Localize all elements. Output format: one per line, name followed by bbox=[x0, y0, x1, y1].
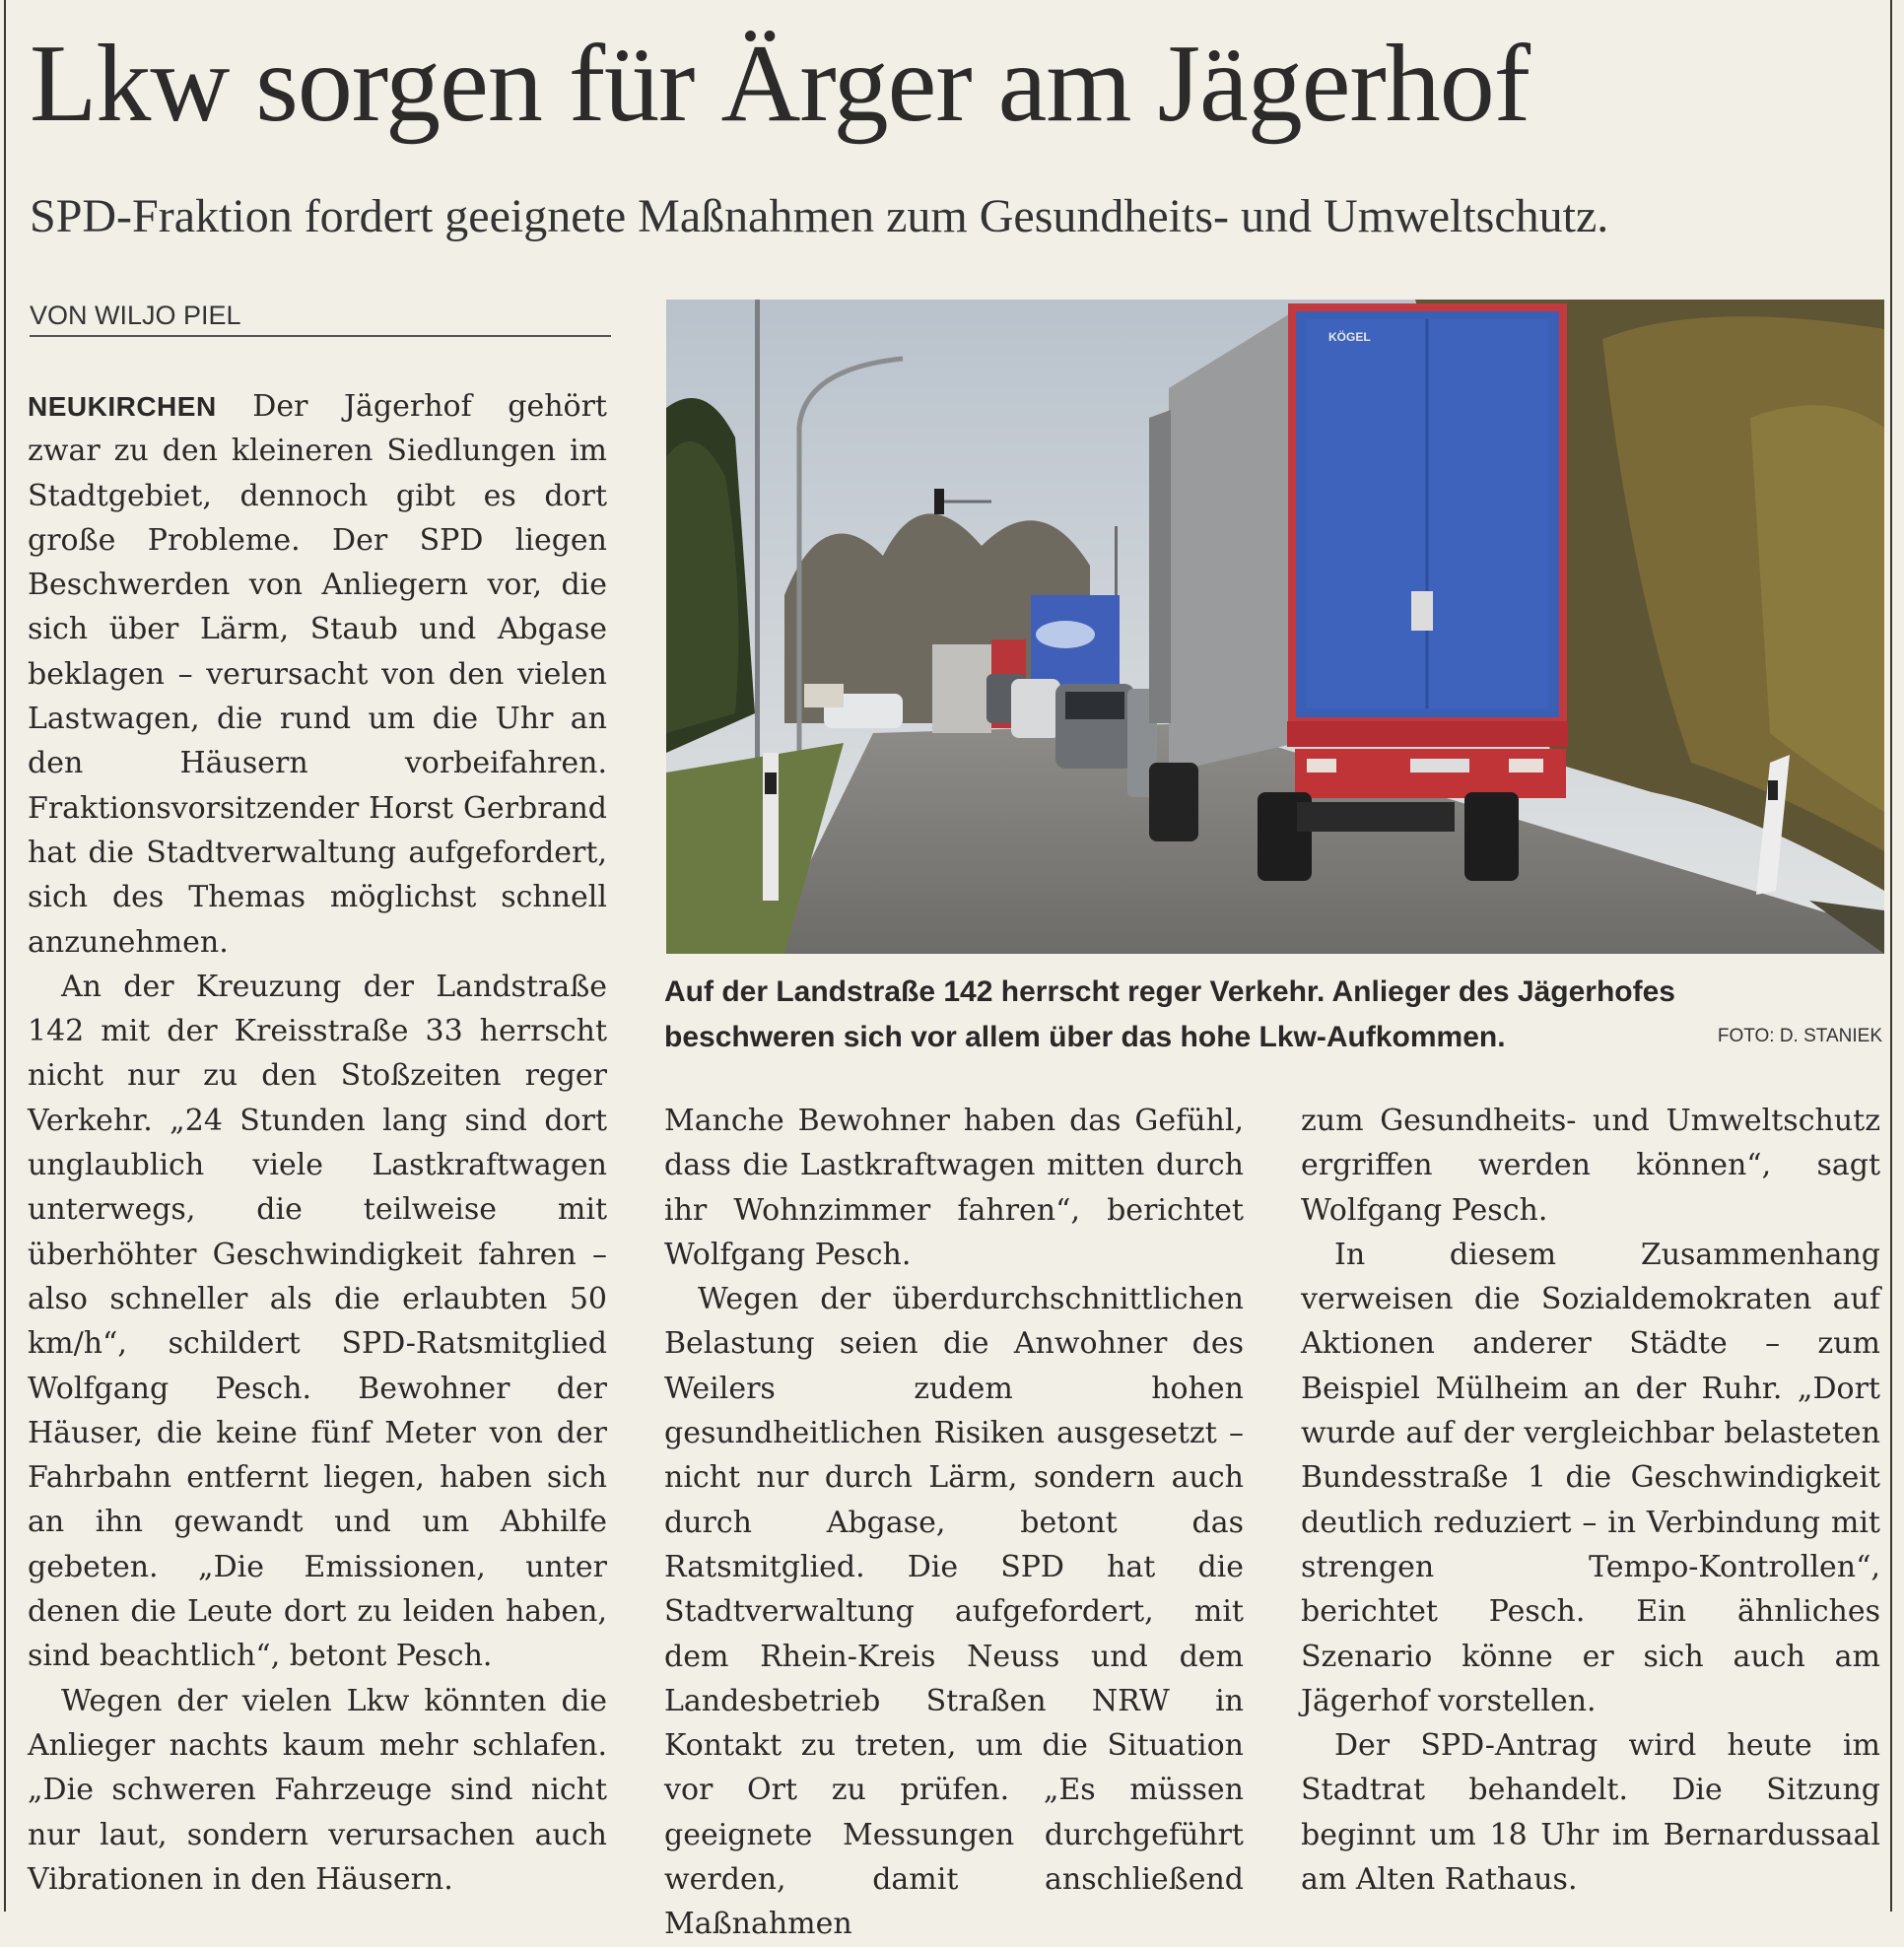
byline: VON WILJO PIEL bbox=[30, 298, 611, 337]
article-column-2 bbox=[664, 1099, 1244, 1947]
column-rule-right bbox=[1890, 0, 1892, 1912]
headline: Lkw sorgen für Ärger am Jägerhof bbox=[30, 23, 1530, 145]
photo-caption: Auf der Landstraße 142 herrscht reger Verkehr. Anlieger des Jägerhofes beschweren sich vor allem über das hohe Lkw-Aufkommen. bbox=[664, 975, 1675, 1053]
article-paragraph bbox=[28, 384, 607, 965]
article-paragraph: Manche Bewohner haben das Gefühl, dass die Lastkraftwagen mitten durch ihr Wohnzimmer fahren“, berichtet Wolfgang Pesch. bbox=[664, 1104, 1244, 1272]
photo-credit: FOTO: D. STANIEK bbox=[1717, 1026, 1882, 1046]
subtitle: SPD-Fraktion fordert geeignete Maßnahmen zum Gesundheits- und Umweltschutz. bbox=[30, 190, 1609, 242]
article-paragraph: An der Kreuzung der Landstraße 142 mit der Kreisstraße 33 herrscht nicht nur zu den Stoßzeiten reger Verkehr. „24 Stunden lang sind dort unglaublich viele Lastkraftwagen unterwegs, die teilweise mit überhöhter Geschwindigkeit fahren – also schneller als die erlaubten 50 km/h“, schildert SPD-Ratsmitglied Wolfgang Pesch. Bewohner der Häuser, die keine fünf Meter von der Fahrbahn entfernt liegen, haben sich an ihn gewandt und um Abhilfe gebeten. „Die Emissionen, unter denen die Leute dort zu leiden haben, sind beachtlich“, betont Pesch. bbox=[28, 969, 607, 1674]
article-paragraph: Der SPD-Antrag wird heute im Stadtrat behandelt. Die Sitzung beginnt um 18 Uhr im Bernardussaal am Alten Rathaus. bbox=[1301, 1728, 1880, 1898]
dateline: NEUKIRCHEN bbox=[28, 391, 217, 422]
column-rule-left bbox=[4, 0, 6, 1912]
traffic-photo-illustration bbox=[666, 300, 1884, 954]
article-photo bbox=[666, 300, 1884, 954]
article-paragraph: Wegen der vielen Lkw könnten die Anlieger nachts kaum mehr schlafen. „Die schweren Fahrzeuge sind nicht nur laut, sondern verursachen auch Vibrationen in den Häusern. bbox=[28, 1683, 607, 1897]
article-column-3 bbox=[1301, 1099, 1880, 1902]
article-column-1 bbox=[28, 384, 607, 1902]
article-paragraph: zum Gesundheits- und Umweltschutz ergriffen werden können“, sagt Wolfgang Pesch. bbox=[1301, 1104, 1880, 1228]
paragraph-text: Der Jägerhof gehört zwar zu den kleineren Siedlungen im Stadtgebiet, dennoch gibt es dort große Probleme. Der SPD liegen Beschwerden von Anliegern vor, die sich über Lärm, Staub und Abgase beklagen – verursacht von den vielen Lastwagen, die rund um die Uhr an den Häusern vorbeifahren. Fraktionsvorsitzender Horst Gerbrand hat die Stadtverwaltung aufgefordert, sich des Themas möglichst schnell anzunehmen. bbox=[28, 389, 607, 960]
article-paragraph: In diesem Zusammenhang verweisen die Sozialdemokraten auf Aktionen anderer Städte – zum Beispiel Mülheim an der Ruhr. „Dort wurde auf der vergleichbar belasteten Bundesstraße 1 die Geschwindigkeit deutlich reduziert – in Verbindung mit strengen Tempo-Kontrollen“, berichtet Pesch. Ein ähnliches Szenario könne er sich auch am Jägerhof vorstellen. bbox=[1301, 1237, 1880, 1718]
article-paragraph: Wegen der überdurchschnittlichen Belastung seien die Anwohner des Weilers zudem hohen gesundheitlichen Risiken ausgesetzt – nicht nur durch Lärm, sondern auch durch Abgase, betont das Ratsmitglied. Die SPD hat die Stadtverwaltung aufgefordert, mit dem Rhein-Kreis Neuss und dem Landesbetrieb Straßen NRW in Kontakt zu treten, um die Situation vor Ort zu prüfen. „Es müssen geeignete Messungen durchgeführt werden, damit anschließend Maßnahmen bbox=[664, 1282, 1244, 1942]
trailer-brand-text: KÖGEL bbox=[1328, 330, 1371, 344]
